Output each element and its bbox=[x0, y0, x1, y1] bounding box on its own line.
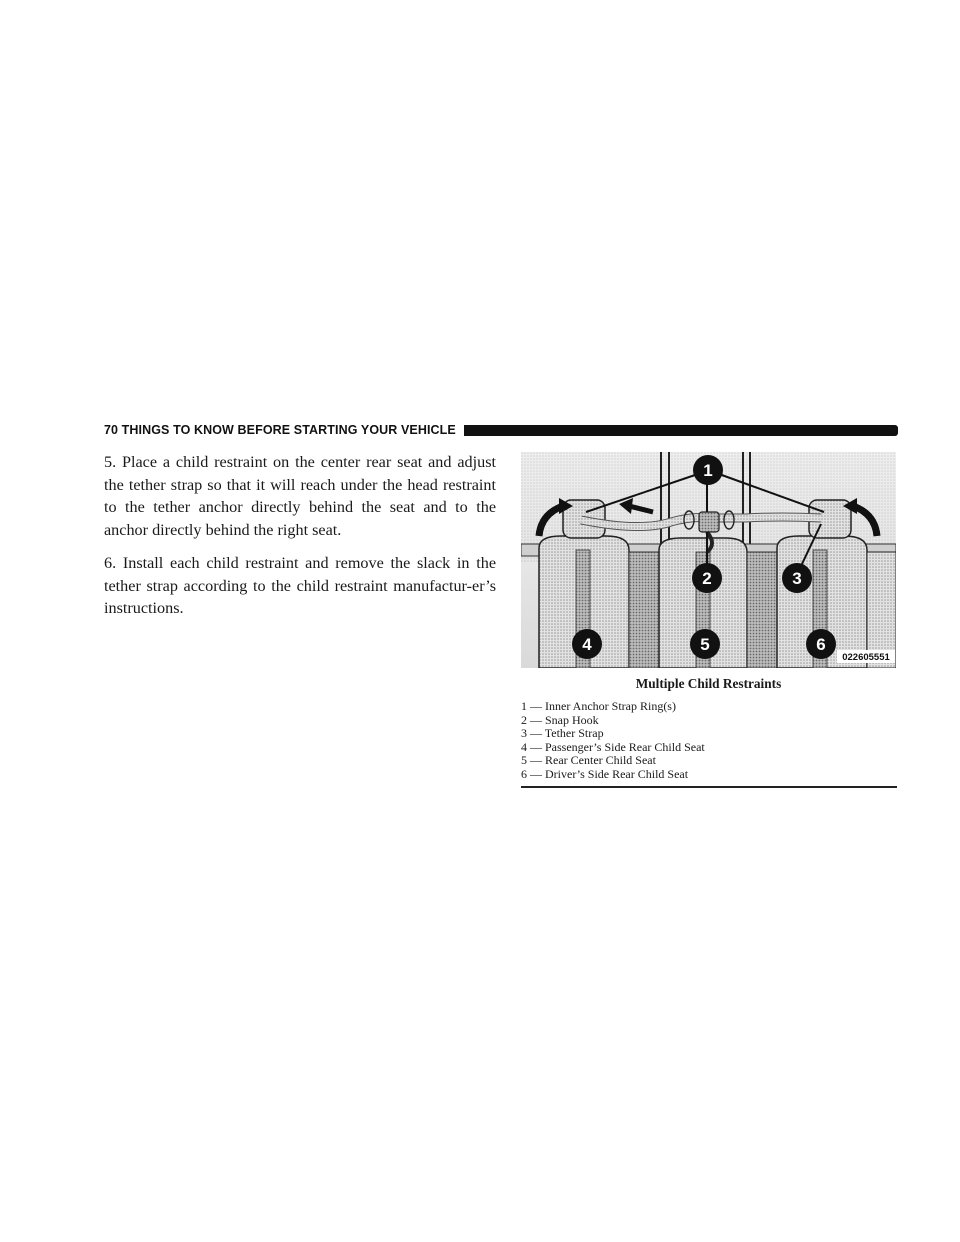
page-header bbox=[104, 421, 898, 439]
instruction-step-6: 6. Install each child restraint and remove the slack in the tether strap according to the child restraint manufactur-er’s instructions. bbox=[104, 554, 496, 617]
header-rule bbox=[464, 425, 898, 436]
body-text-column bbox=[104, 451, 496, 631]
legend-item: 3 — Tether Strap bbox=[521, 726, 604, 740]
svg-text:4: 4 bbox=[582, 635, 592, 654]
figure-caption: Multiple Child Restraints bbox=[635, 676, 782, 691]
svg-text:1: 1 bbox=[703, 461, 713, 480]
figure-id-label: 022605551 bbox=[842, 652, 890, 663]
svg-text:5: 5 bbox=[700, 635, 710, 654]
legend-item: 4 — Passenger’s Side Rear Child Seat bbox=[521, 739, 705, 754]
callout-4 bbox=[572, 629, 602, 659]
page-header-title: 70 THINGS TO KNOW BEFORE STARTING YOUR VEHICLE bbox=[104, 423, 456, 437]
figure-legend bbox=[521, 700, 897, 781]
svg-text:6: 6 bbox=[816, 635, 826, 654]
legend-divider bbox=[521, 786, 897, 788]
legend-item: 1 — Inner Anchor Strap Ring(s) bbox=[521, 699, 676, 713]
callout-6 bbox=[806, 629, 836, 659]
instruction-step-5: 5. Place a child restraint on the center rear seat and adjust the tether strap so that it will reach under the head restraint to the tether anchor directly behind the seat and to the anchor directly behind the right seat. bbox=[104, 453, 496, 539]
svg-text:2: 2 bbox=[702, 569, 712, 588]
callout-3 bbox=[782, 563, 812, 593]
legend-item: 2 — Snap Hook bbox=[521, 712, 599, 727]
child-restraint-illustration bbox=[521, 452, 896, 668]
legend-item: 6 — Driver’s Side Rear Child Seat bbox=[521, 766, 689, 781]
callout-5 bbox=[690, 629, 720, 659]
svg-text:3: 3 bbox=[792, 569, 802, 588]
legend-item: 5 — Rear Center Child Seat bbox=[521, 753, 656, 767]
callout-2 bbox=[692, 563, 722, 593]
callout-1 bbox=[693, 455, 723, 485]
